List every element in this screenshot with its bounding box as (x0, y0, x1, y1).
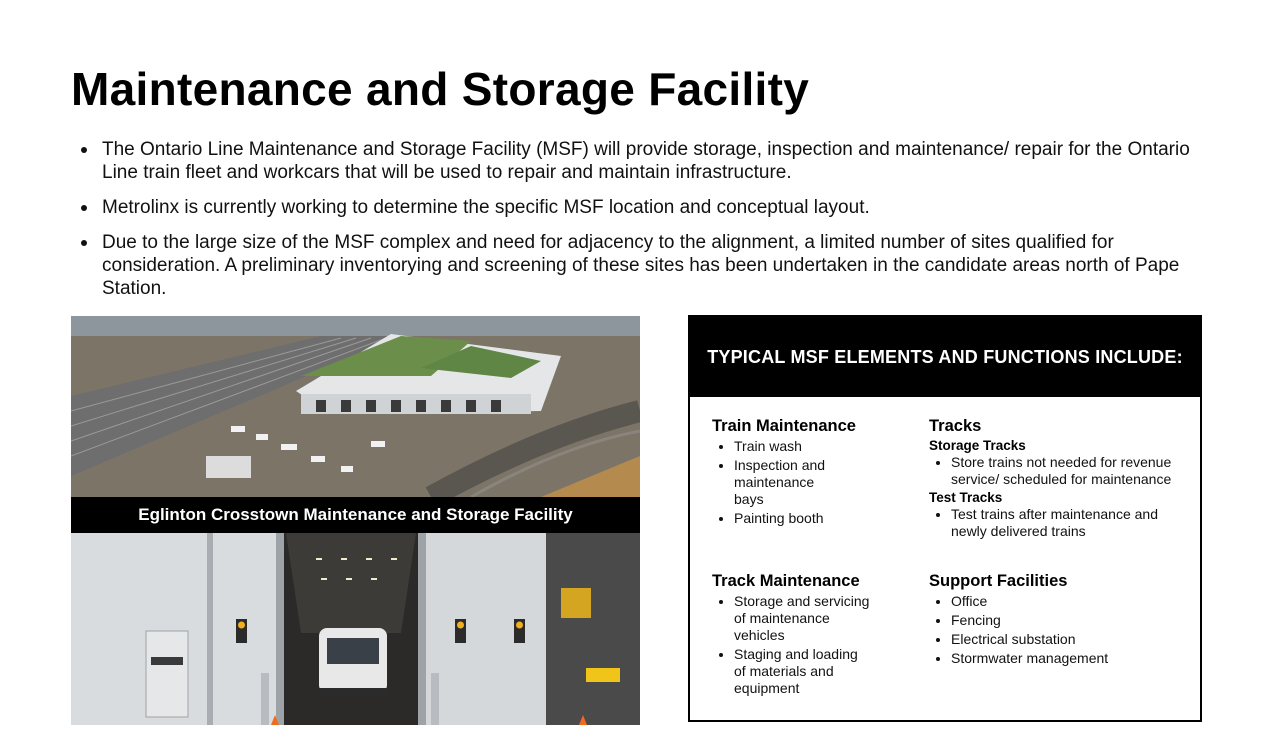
subsection-heading: Storage Tracks (929, 438, 1026, 453)
intro-bullet-list (80, 138, 1210, 312)
photo-panel (71, 316, 640, 725)
list-item: Train wash (712, 438, 902, 455)
list-item: Painting booth (712, 510, 902, 527)
photo-caption: Eglinton Crosstown Maintenance and Storage Facility (71, 497, 640, 533)
bullet-item: Due to the large size of the MSF complex and need for adjacency to the alignment, a limited number of sites qualified for consideration. A preliminary inventorying and screening of these sites has been undertaken in the candidate areas north of Pape Station. (80, 231, 1210, 300)
subsection-heading: Test Tracks (929, 490, 1003, 505)
section-heading: Support Facilities (929, 572, 1068, 590)
info-box-header: TYPICAL MSF ELEMENTS AND FUNCTIONS INCLUDE: (690, 317, 1200, 397)
list-item: Store trains not needed for revenue service/ scheduled for maintenance (929, 454, 1189, 488)
section-heading: Tracks (929, 417, 982, 435)
bullet-item: Metrolinx is currently working to determine the specific MSF location and conceptual layout. (80, 196, 1210, 219)
list-item: Electrical substation (929, 631, 1189, 648)
list-item: Test trains after maintenance and newly delivered trains (929, 506, 1166, 540)
list-item: Stormwater management (929, 650, 1189, 667)
page-title: Maintenance and Storage Facility (71, 63, 810, 115)
list-item: Inspection and maintenance bays (712, 457, 844, 508)
train-maintenance-section (712, 417, 902, 529)
facility-interior-photo (71, 533, 640, 725)
bullet-item: The Ontario Line Maintenance and Storage Facility (MSF) will provide storage, inspection and maintenance/ repair for the Ontario Line train fleet and workcars that will be used to repair and maintain infrastructure. (80, 138, 1210, 184)
track-maintenance-section (712, 572, 902, 699)
list-item: Staging and loading of materials and equipment (712, 646, 869, 697)
tracks-section (929, 417, 1189, 542)
list-item: Fencing (929, 612, 1189, 629)
aerial-facility-photo (71, 316, 640, 497)
section-heading: Track Maintenance (712, 572, 860, 590)
support-facilities-section (929, 572, 1189, 669)
section-heading: Train Maintenance (712, 417, 856, 435)
list-item: Office (929, 593, 1189, 610)
msf-elements-box (688, 315, 1202, 722)
list-item: Storage and servicing of maintenance vehicles (712, 593, 879, 644)
